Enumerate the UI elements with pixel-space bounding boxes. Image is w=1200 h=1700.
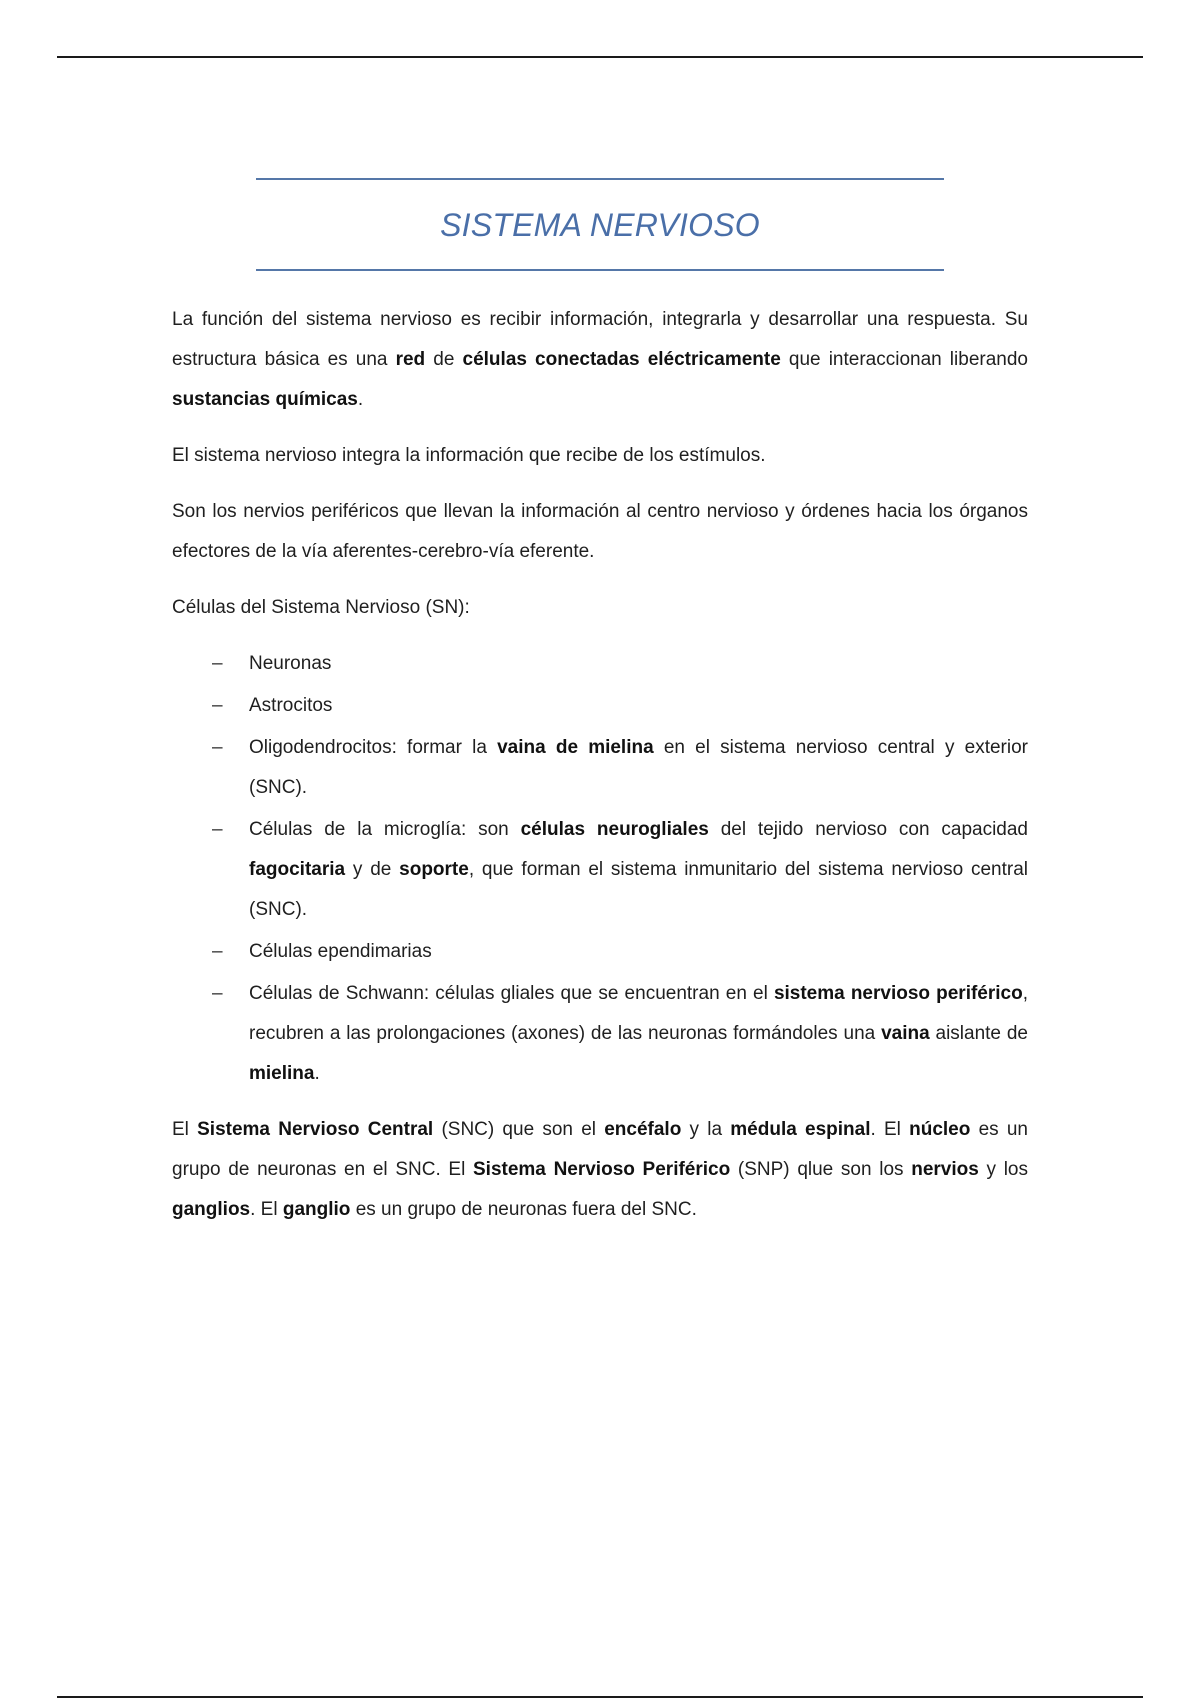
list-item (172, 932, 1028, 972)
emphasized-term: sustancias químicas (172, 389, 358, 410)
emphasized-term: vaina (881, 1023, 930, 1044)
page-footer-rule (57, 1696, 1143, 1698)
emphasized-term: Sistema Nervioso Periférico (473, 1159, 731, 1180)
list-dash: – (212, 983, 223, 1004)
emphasized-term: Sistema Nervioso Central (197, 1119, 434, 1140)
list-item-text: Astrocitos (249, 695, 333, 716)
list-item-text: Células de Schwann: células gliales que se encuentran en el sistema nervioso periférico, recubren a las prolongaciones (axones) de las neuronas formándoles una vaina aislante de mielina. (249, 983, 1029, 1084)
list-item (172, 974, 1028, 1094)
emphasized-term: ganglios (172, 1199, 251, 1220)
emphasized-term: médula espinal (730, 1119, 871, 1140)
list-item-text: Células ependimarias (249, 941, 432, 962)
list-item (172, 644, 1028, 684)
paragraph-intro: La función del sistema nervioso es recibir información, integrarla y desarrollar una respuesta. Su estructura básica es una red de células conectadas eléctricamente que interaccionan liberando sustancias químicas. (172, 309, 1028, 410)
emphasized-term: ganglio (282, 1199, 351, 1220)
emphasized-term: vaina de mielina (497, 737, 654, 758)
emphasized-term: fagocitaria (249, 859, 346, 880)
list-dash: – (212, 941, 223, 962)
title-block (256, 178, 944, 271)
page-header-rule (57, 56, 1143, 58)
emphasized-term: soporte (399, 859, 469, 880)
list-item-text: Oligodendrocitos: formar la vaina de mielina en el sistema nervioso central y exterior (SNC). (249, 737, 1028, 798)
list-item-text: Neuronas (249, 653, 332, 674)
emphasized-term: células conectadas eléctricamente (462, 349, 781, 370)
emphasized-term: células neurogliales (520, 819, 709, 840)
title-bottom-rule (256, 269, 944, 271)
list-item-text: Células de la microglía: son células neurogliales del tejido nervioso con capacidad fagocitaria y de soporte, que forman el sistema inmunitario del sistema nervioso central (SNC). (249, 819, 1028, 920)
paragraph-snc-snp: El Sistema Nervioso Central (SNC) que son el encéfalo y la médula espinal. El núcleo es un grupo de neuronas en el SNC. El Sistema Nervioso Periférico (SNP) qlue son los nervios y los ganglios. El ganglio es un grupo de neuronas fuera del SNC. (172, 1119, 1028, 1220)
emphasized-term: encéfalo (604, 1119, 682, 1140)
list-dash: – (212, 737, 223, 758)
list-dash: – (212, 819, 223, 840)
emphasized-term: núcleo (909, 1119, 971, 1140)
emphasized-term: red (395, 349, 426, 370)
emphasized-term: sistema nervioso periférico (773, 983, 1023, 1004)
list-dash: – (212, 653, 223, 674)
list-item (172, 728, 1028, 808)
list-item (172, 810, 1028, 930)
paragraph-peripheral-nerves: Son los nervios periféricos que llevan la información al centro nervioso y órdenes hacia los órganos efectores de la vía aferentes-cerebro-vía eferente. (172, 501, 1028, 562)
cell-types-list (172, 644, 1028, 1094)
list-dash: – (212, 695, 223, 716)
emphasized-term: nervios (911, 1159, 979, 1180)
paragraph-integration: El sistema nervioso integra la información que recibe de los estímulos. (172, 445, 766, 466)
title-top-rule (256, 178, 944, 180)
list-item (172, 686, 1028, 726)
document-body (172, 300, 1028, 1246)
emphasized-term: mielina (249, 1063, 315, 1084)
page-title: SISTEMA NERVIOSO (440, 207, 760, 243)
paragraph-cells-heading: Células del Sistema Nervioso (SN): (172, 597, 470, 618)
